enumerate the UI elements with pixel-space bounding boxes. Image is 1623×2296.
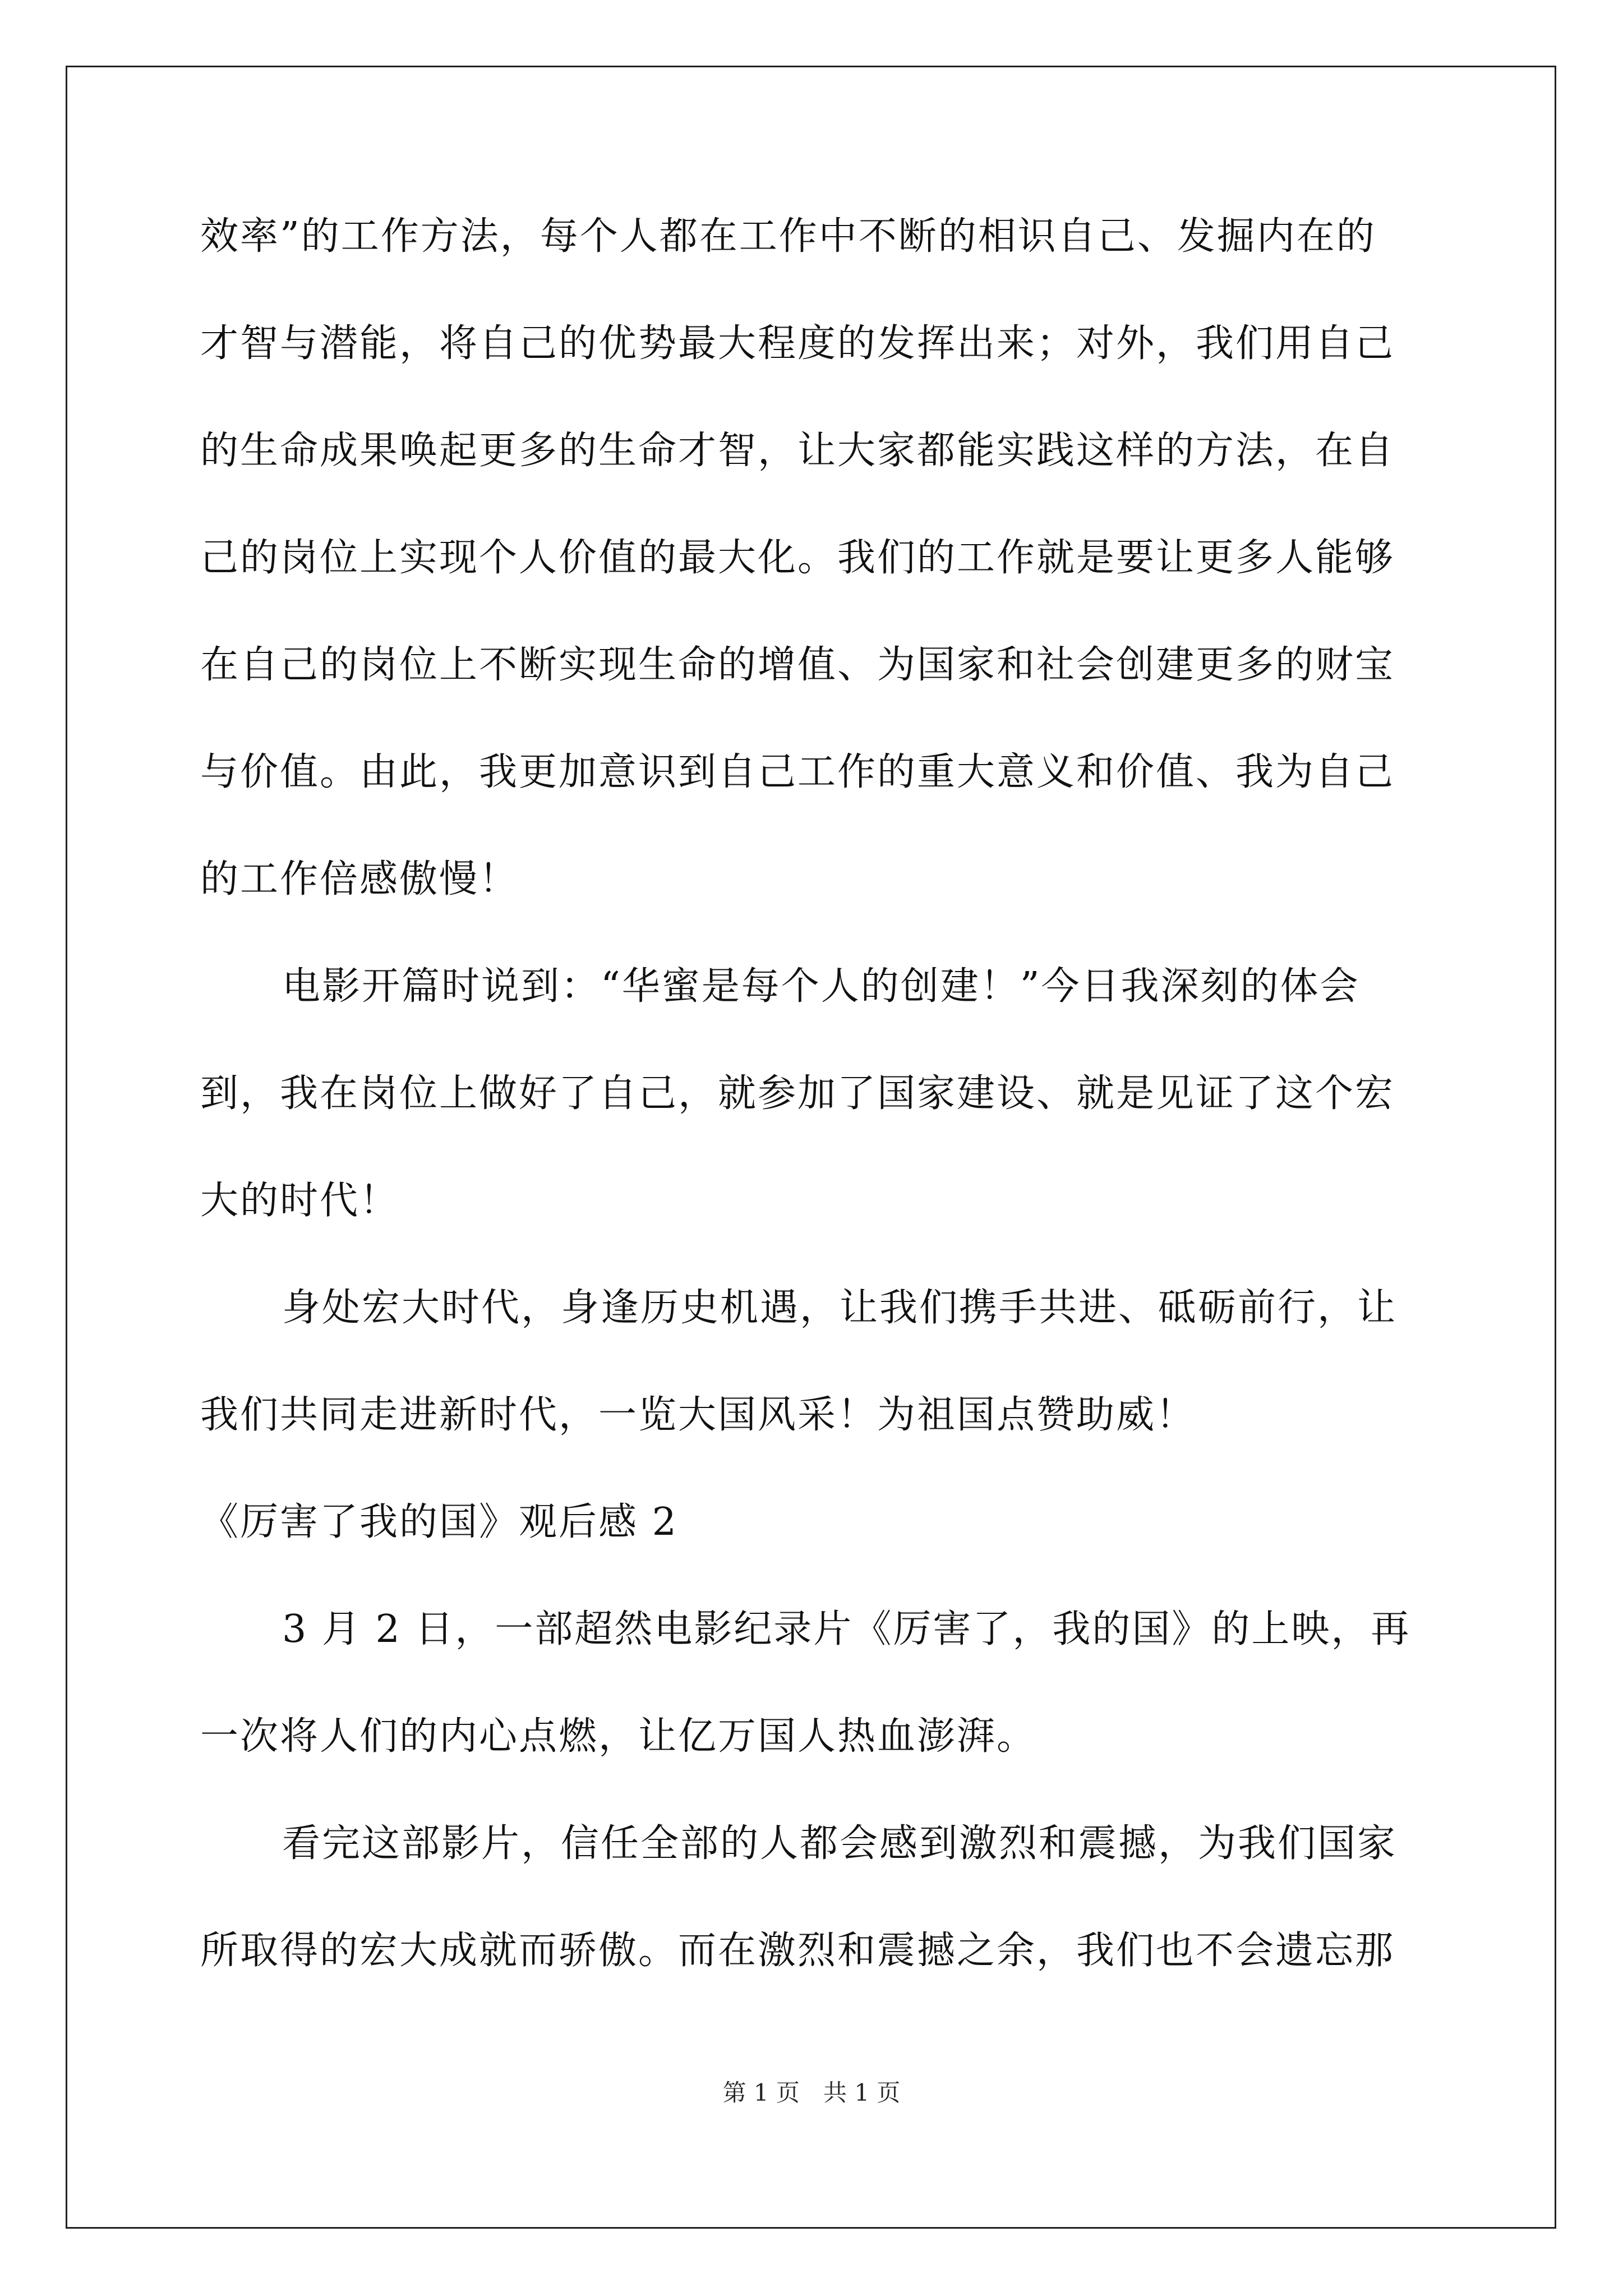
text-line: 一次将人们的内心点燃，让亿万国人热血澎湃。 xyxy=(200,1714,1037,1759)
text-line: 己的岗位上实现个人价值的最大化。我们的工作就是要让更多人能够 xyxy=(200,536,1395,580)
text-line: 身处宏大时代，身逢历史机遇，让我们携手共进、砥砺前行，让 xyxy=(282,1286,1398,1330)
text-line: 所取得的宏大成就而骄傲。而在激烈和震撼之余，我们也不会遗忘那 xyxy=(200,1929,1395,1973)
text-line: 大的时代！ xyxy=(200,1179,400,1223)
text-line: 的工作倍感傲慢！ xyxy=(200,857,519,901)
paragraph-3 xyxy=(200,1286,1428,1500)
text-line: 电影开篇时说到：“华蜜是每个人的创建！”今日我深刻的体会 xyxy=(282,964,1360,1009)
paragraph-2 xyxy=(200,964,1428,1286)
document-body xyxy=(200,214,1428,2036)
text-line: 的生命成果唤起更多的生命才智，让大家都能实践这样的方法，在自 xyxy=(200,429,1395,473)
text-line: 我们共同走进新时代，一览大国风采！为祖国点赞助威！ xyxy=(200,1393,1196,1437)
text-line: 与价值。由此，我更加意识到自己工作的重大意义和价值、我为自己 xyxy=(200,750,1395,794)
section-heading: 《厉害了我的国》观后感 2 xyxy=(200,1500,678,1544)
text-line: 在自己的岗位上不断实现生命的增值、为国家和社会创建更多的财宝 xyxy=(200,643,1395,687)
text-line: 效率”的工作方法，每个人都在工作中不断的相识自己、发掘内在的 xyxy=(200,214,1376,259)
text-line: 到，我在岗位上做好了自己，就参加了国家建设、就是见证了这个宏 xyxy=(200,1071,1395,1116)
paragraph-1 xyxy=(200,214,1428,964)
page-number-footer: 第 1 页 共 1 页 xyxy=(722,2079,901,2106)
paragraph-5 xyxy=(200,1821,1428,2036)
text-line: 3 月 2 日，一部超然电影纪录片《厉害了，我的国》的上映，再 xyxy=(282,1607,1411,1651)
text-line: 看完这部影片，信任全部的人都会感到激烈和震撼，为我们国家 xyxy=(282,1821,1398,1866)
paragraph-4 xyxy=(200,1607,1428,1821)
text-line: 才智与潜能，将自己的优势最大程度的发挥出来；对外，我们用自己 xyxy=(200,321,1395,366)
